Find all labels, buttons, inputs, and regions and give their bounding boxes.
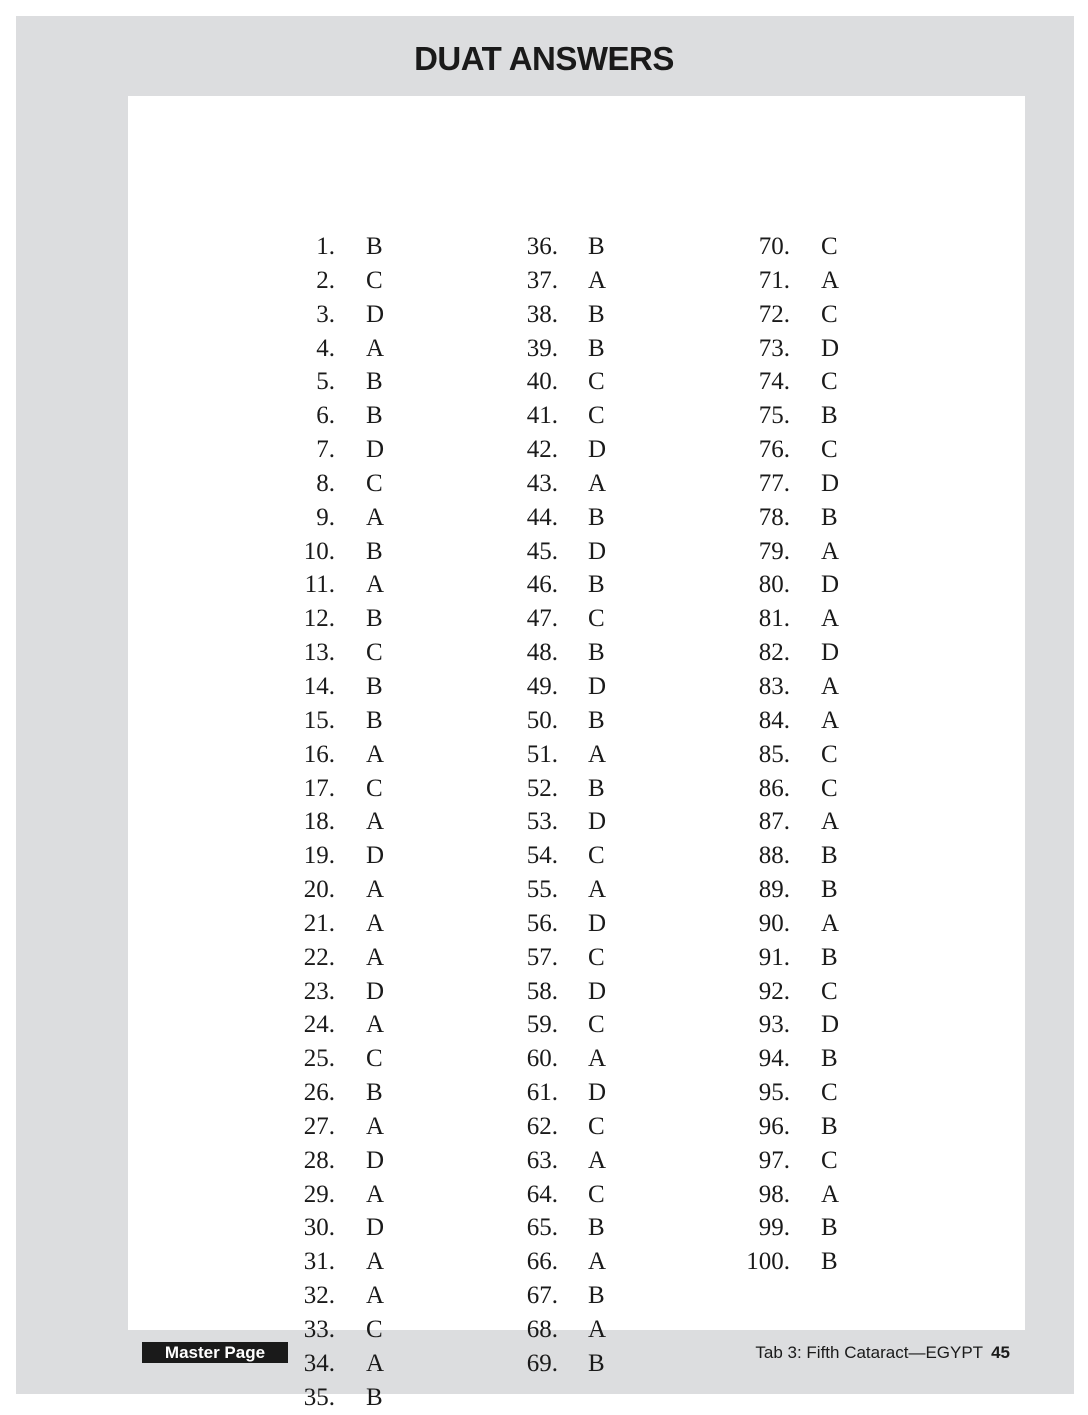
answer-letter: D: [588, 808, 607, 836]
answer-row: [128, 602, 888, 636]
question-number: 100.: [746, 1248, 790, 1276]
question-number: 17.: [303, 774, 335, 802]
answer-letter: B: [821, 876, 838, 904]
question-number: 62.: [526, 1112, 558, 1140]
answer-letter: D: [588, 977, 607, 1005]
question-number: 33.: [303, 1316, 335, 1343]
question-number: 20.: [303, 876, 335, 904]
answer-letter: C: [366, 1316, 383, 1343]
answer-row: [128, 907, 888, 941]
answer-letter: D: [821, 571, 840, 599]
answer-row: [128, 1110, 888, 1144]
question-number: 37.: [526, 266, 558, 294]
answer-letter: A: [366, 334, 385, 362]
question-number: 44.: [526, 503, 558, 531]
question-number: 69.: [526, 1349, 558, 1377]
footer-section-label: Tab 3: Fifth Cataract—EGYPT: [755, 1343, 984, 1362]
question-number: 73.: [758, 334, 790, 362]
question-number: 4.: [316, 334, 335, 362]
question-number: 42.: [526, 436, 558, 464]
answer-row: [128, 230, 888, 264]
answer-letter: B: [821, 842, 838, 870]
question-number: 66.: [526, 1248, 558, 1276]
answer-letter: A: [588, 266, 607, 294]
answer-row: [128, 1144, 888, 1178]
answer-letter: A: [366, 1248, 385, 1276]
answer-row: [128, 873, 888, 907]
answer-row: [128, 839, 888, 873]
answer-letter: A: [366, 1180, 385, 1208]
answer-letter: C: [821, 436, 838, 464]
question-number: 92.: [758, 977, 790, 1005]
answer-letter: C: [588, 943, 605, 971]
answer-row: [128, 772, 888, 806]
answer-letter: A: [588, 1146, 607, 1174]
question-number: 31.: [303, 1248, 335, 1276]
question-number: 71.: [758, 266, 790, 294]
answer-row: [128, 1178, 888, 1212]
question-number: 74.: [758, 368, 790, 396]
answer-letter: B: [588, 774, 605, 802]
question-number: 82.: [758, 639, 790, 667]
question-number: 9.: [316, 503, 335, 531]
answer-letter: A: [366, 909, 385, 937]
answer-letter: B: [588, 1282, 605, 1310]
question-number: 51.: [526, 740, 558, 768]
answer-letter: C: [821, 740, 838, 768]
question-number: 80.: [758, 571, 790, 599]
answer-row: [128, 738, 888, 772]
question-number: 11.: [304, 571, 335, 599]
answer-letter: A: [821, 1180, 840, 1208]
question-number: 18.: [303, 808, 335, 836]
answer-row: [128, 670, 888, 704]
question-number: 70.: [758, 233, 790, 260]
question-number: 5.: [316, 368, 335, 396]
answer-letter: C: [366, 774, 383, 802]
footer-section: [755, 1342, 1010, 1364]
answer-letter: D: [588, 672, 607, 700]
question-number: 50.: [526, 706, 558, 734]
answer-letter: C: [366, 639, 383, 667]
answer-row: [128, 1076, 888, 1110]
question-number: 47.: [526, 605, 558, 633]
question-number: 87.: [758, 808, 790, 836]
answer-row: [128, 941, 888, 975]
question-number: 38.: [526, 300, 558, 328]
question-number: 56.: [526, 909, 558, 937]
answer-row: [128, 704, 888, 738]
answer-letter: A: [588, 1316, 607, 1343]
question-number: 61.: [526, 1079, 558, 1107]
answer-letter: A: [366, 503, 385, 531]
question-number: 36.: [526, 233, 558, 260]
answer-letter: B: [821, 1248, 838, 1276]
answer-letter: C: [821, 300, 838, 328]
answer-letter: B: [366, 537, 383, 565]
question-number: 97.: [758, 1146, 790, 1174]
answer-letter: D: [366, 842, 385, 870]
answer-letter: A: [821, 537, 840, 565]
question-number: 96.: [758, 1112, 790, 1140]
question-number: 14.: [303, 672, 335, 700]
answer-letter: D: [366, 1214, 385, 1242]
answer-letter: D: [821, 1011, 840, 1039]
answer-letter: C: [821, 774, 838, 802]
answer-row: [128, 399, 888, 433]
answer-letter: A: [366, 740, 385, 768]
question-number: 46.: [526, 571, 558, 599]
question-number: 49.: [526, 672, 558, 700]
answer-letter: B: [366, 233, 383, 260]
question-number: 83.: [758, 672, 790, 700]
answer-row: [128, 501, 888, 535]
answer-letter: D: [588, 1079, 607, 1107]
question-number: 45.: [526, 537, 558, 565]
answer-row: [128, 332, 888, 366]
answer-letter: A: [366, 1112, 385, 1140]
question-number: 65.: [526, 1214, 558, 1242]
answer-letter: B: [366, 402, 383, 430]
question-number: 27.: [303, 1112, 335, 1140]
question-number: 22.: [303, 943, 335, 971]
answer-letter: D: [366, 977, 385, 1005]
answer-letter: C: [588, 1180, 605, 1208]
question-number: 95.: [758, 1079, 790, 1107]
question-number: 48.: [526, 639, 558, 667]
answer-letter: D: [821, 334, 840, 362]
answer-letter: A: [588, 469, 607, 497]
answer-letter: B: [821, 1112, 838, 1140]
answer-letter: B: [821, 503, 838, 531]
answer-letter: B: [588, 1214, 605, 1242]
question-number: 91.: [758, 943, 790, 971]
question-number: 59.: [526, 1011, 558, 1039]
question-number: 28.: [303, 1146, 335, 1174]
question-number: 39.: [526, 334, 558, 362]
question-number: 43.: [526, 469, 558, 497]
answer-letter: A: [366, 1011, 385, 1039]
question-number: 86.: [758, 774, 790, 802]
answer-letter: B: [821, 1214, 838, 1242]
question-number: 35.: [303, 1383, 335, 1411]
answer-letter: C: [366, 469, 383, 497]
question-number: 1.: [316, 233, 335, 260]
answer-letter: A: [366, 808, 385, 836]
answer-letter: A: [821, 706, 840, 734]
answer-letter: D: [821, 469, 840, 497]
answer-letter: B: [588, 571, 605, 599]
question-number: 99.: [758, 1214, 790, 1242]
answer-letter: D: [588, 436, 607, 464]
answer-row: [128, 805, 888, 839]
answer-row: [128, 1042, 888, 1076]
question-number: 25.: [303, 1045, 335, 1073]
answer-letter: A: [366, 1349, 385, 1377]
answer-letter: C: [821, 977, 838, 1005]
answer-letter: C: [588, 368, 605, 396]
question-number: 63.: [526, 1146, 558, 1174]
answer-letter: C: [366, 266, 383, 294]
answer-letter: B: [366, 1079, 383, 1107]
answer-letter: B: [821, 402, 838, 430]
answer-letter: B: [588, 233, 605, 260]
answer-letter: B: [588, 706, 605, 734]
answer-row: [128, 568, 888, 602]
question-number: 79.: [758, 537, 790, 565]
page-number: 45: [991, 1343, 1010, 1362]
answer-letter: B: [588, 1349, 605, 1377]
answer-letter: B: [366, 368, 383, 396]
answer-letter: C: [588, 1112, 605, 1140]
page-title: DUAT ANSWERS: [414, 40, 674, 77]
answer-letter: B: [821, 943, 838, 971]
answer-letter: A: [821, 808, 840, 836]
answer-letter: A: [366, 943, 385, 971]
answer-row: [128, 365, 888, 399]
question-number: 55.: [526, 876, 558, 904]
answer-letter: C: [821, 1146, 838, 1174]
question-number: 29.: [303, 1180, 335, 1208]
answer-letter: D: [588, 537, 607, 565]
answer-row: [128, 975, 888, 1009]
answer-letter: C: [366, 1045, 383, 1073]
answer-row: [128, 298, 888, 332]
answer-row: [128, 264, 888, 298]
question-number: 68.: [526, 1316, 558, 1343]
question-number: 8.: [316, 469, 335, 497]
question-number: 32.: [303, 1282, 335, 1310]
answer-row: [128, 535, 888, 569]
answer-row: [128, 1381, 888, 1415]
answer-row: [128, 467, 888, 501]
answer-letter: A: [588, 876, 607, 904]
answer-letter: A: [588, 1248, 607, 1276]
answer-letter: A: [366, 571, 385, 599]
question-number: 21.: [303, 909, 335, 937]
question-number: 60.: [526, 1045, 558, 1073]
answer-row: [128, 636, 888, 670]
answer-letter: B: [588, 503, 605, 531]
question-number: 81.: [758, 605, 790, 633]
question-number: 41.: [526, 402, 558, 430]
question-number: 16.: [303, 740, 335, 768]
question-number: 26.: [303, 1079, 335, 1107]
question-number: 34.: [303, 1349, 335, 1377]
answer-letter: A: [821, 266, 840, 294]
question-number: 30.: [303, 1214, 335, 1242]
question-number: 3.: [316, 300, 335, 328]
answer-letter: C: [821, 1079, 838, 1107]
answer-letter: D: [366, 1146, 385, 1174]
question-number: 75.: [758, 402, 790, 430]
answer-row: [128, 433, 888, 467]
question-number: 12.: [303, 605, 335, 633]
answer-row: [128, 1211, 888, 1245]
question-number: 6.: [316, 402, 335, 430]
answer-letter: B: [366, 605, 383, 633]
master-page-badge: Master Page: [142, 1342, 288, 1363]
answer-row: [128, 1008, 888, 1042]
answer-letter: A: [588, 740, 607, 768]
question-number: 94.: [758, 1045, 790, 1073]
answer-letter: B: [821, 1045, 838, 1073]
answer-letter: C: [588, 842, 605, 870]
question-number: 54.: [526, 842, 558, 870]
question-number: 72.: [758, 300, 790, 328]
question-number: 58.: [526, 977, 558, 1005]
answer-letter: C: [821, 368, 838, 396]
answer-row: [128, 1279, 888, 1313]
answer-letter: B: [366, 706, 383, 734]
answer-letter: B: [588, 300, 605, 328]
answer-letter: A: [821, 909, 840, 937]
answer-letter: A: [821, 672, 840, 700]
answer-letter: A: [821, 605, 840, 633]
question-number: 23.: [303, 977, 335, 1005]
answer-letter: B: [588, 639, 605, 667]
question-number: 13.: [303, 639, 335, 667]
question-number: 2.: [316, 266, 335, 294]
answer-letter: C: [588, 1011, 605, 1039]
question-number: 40.: [526, 368, 558, 396]
answer-letter: A: [366, 876, 385, 904]
answer-letter: B: [588, 334, 605, 362]
question-number: 52.: [526, 774, 558, 802]
question-number: 57.: [526, 943, 558, 971]
answer-letter: D: [366, 436, 385, 464]
question-number: 64.: [526, 1180, 558, 1208]
question-number: 76.: [758, 436, 790, 464]
question-number: 53.: [526, 808, 558, 836]
question-number: 78.: [758, 503, 790, 531]
question-number: 85.: [758, 740, 790, 768]
question-number: 93.: [758, 1011, 790, 1039]
question-number: 88.: [758, 842, 790, 870]
answer-letter: C: [588, 402, 605, 430]
question-number: 98.: [758, 1180, 790, 1208]
question-number: 89.: [758, 876, 790, 904]
question-number: 67.: [526, 1282, 558, 1310]
question-number: 84.: [758, 706, 790, 734]
answer-letter: B: [366, 1383, 383, 1411]
answer-letter: B: [366, 672, 383, 700]
answer-letter: A: [366, 1282, 385, 1310]
answer-column-3: [128, 230, 888, 1279]
answer-letter: C: [588, 605, 605, 633]
answer-letter: D: [821, 639, 840, 667]
question-number: 77.: [758, 469, 790, 497]
question-number: 24.: [303, 1011, 335, 1039]
answer-letter: D: [588, 909, 607, 937]
question-number: 10.: [303, 537, 335, 565]
answer-letter: D: [366, 300, 385, 328]
answer-letter: A: [588, 1045, 607, 1073]
question-number: 90.: [758, 909, 790, 937]
question-number: 7.: [316, 436, 335, 464]
answer-row: [128, 1245, 888, 1279]
question-number: 19.: [303, 842, 335, 870]
answer-letter: C: [821, 233, 838, 260]
question-number: 15.: [303, 706, 335, 734]
